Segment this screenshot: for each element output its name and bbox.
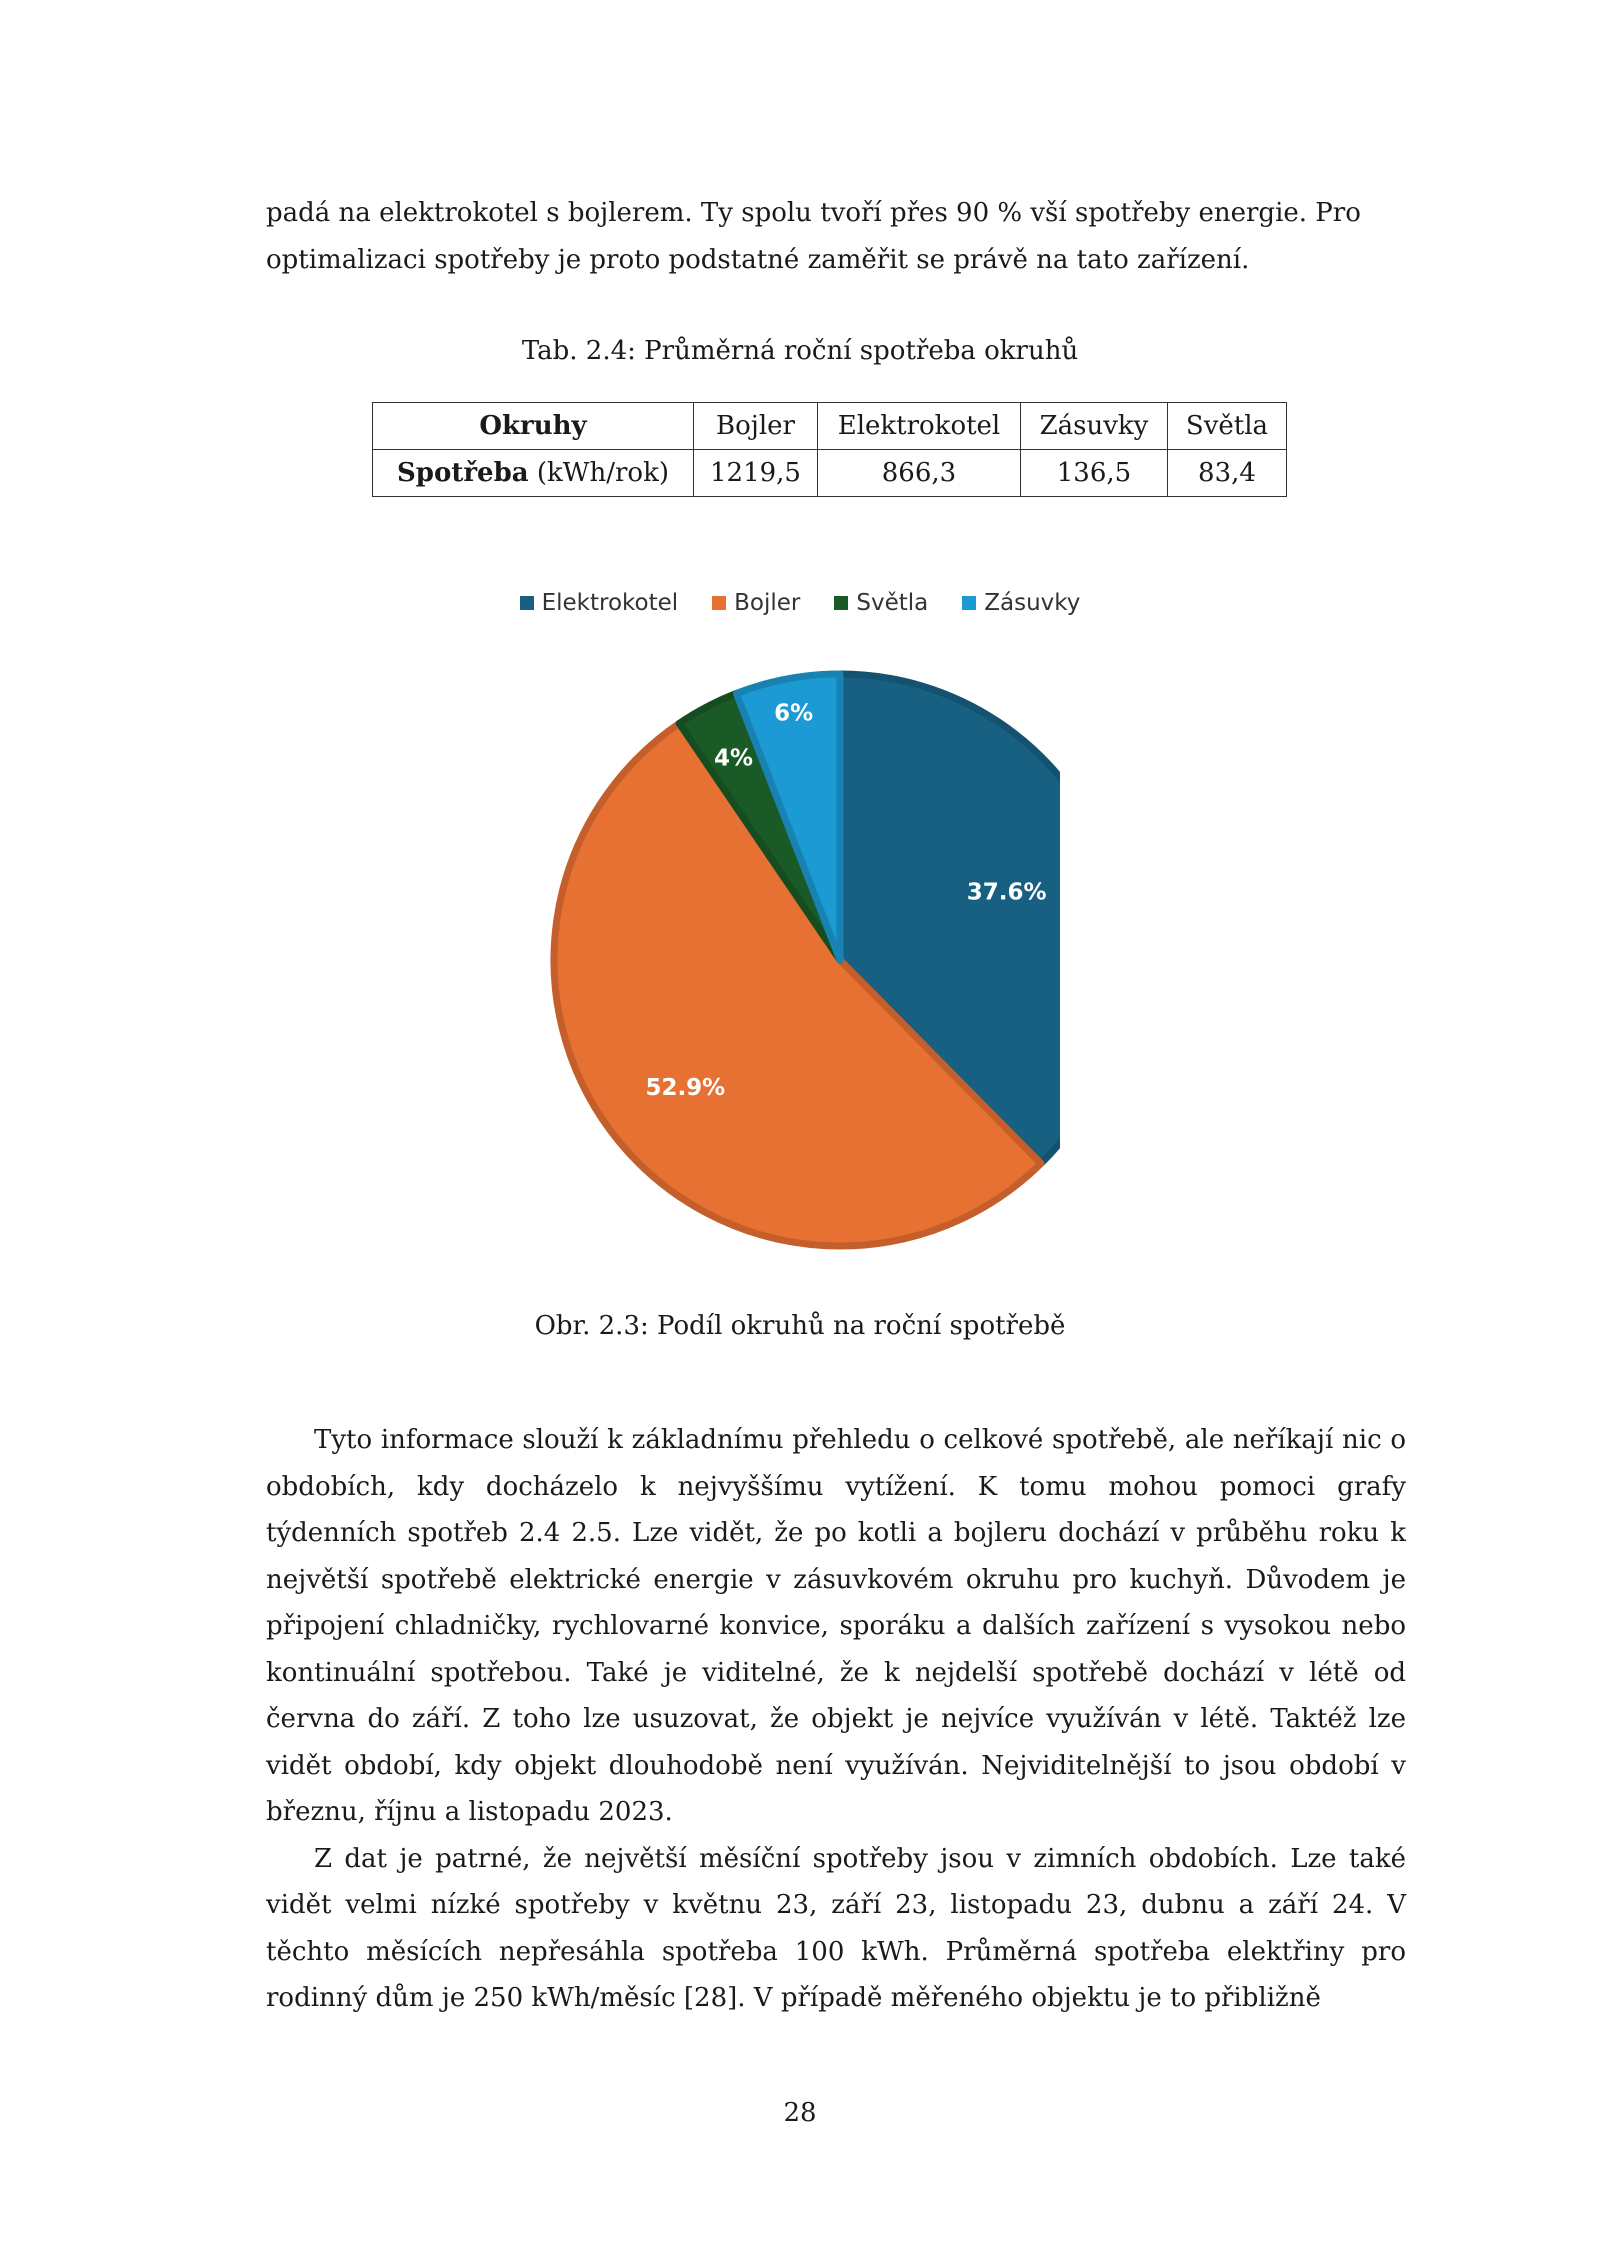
table-header-cell: Elektrokotel bbox=[817, 403, 1020, 450]
pie-slice-label: 37.6% bbox=[966, 879, 1047, 906]
page-number: 28 bbox=[783, 2098, 817, 2128]
pie-slice-label: 6% bbox=[774, 700, 814, 727]
chart-legend bbox=[0, 590, 1600, 616]
table-cell: 866,3 bbox=[817, 450, 1020, 497]
table-header-cell: Světla bbox=[1167, 403, 1286, 450]
table-header-cell: Bojler bbox=[694, 403, 818, 450]
table-cell: 1219,5 bbox=[694, 450, 818, 497]
figure-caption: Obr. 2.3: Podíl okruhů na roční spotřebě bbox=[534, 1311, 1066, 1341]
legend-item bbox=[962, 590, 1080, 616]
table-caption: Tab. 2.4: Průměrná roční spotřeba okruhů bbox=[521, 336, 1079, 366]
legend-swatch bbox=[712, 596, 726, 610]
body-paragraph-2: Z dat je patrné, že největší měsíční spotřeby jsou v zimních obdobích. Lze také vidět velmi nízké spotřeby v květnu 23, září 23, listopadu 23, dubnu a září 24. V těchto měsících nepřesáhla spotřeba 100 kWh. Průměrná spotřeba elektřiny pro rodinný dům je 250 kWh/měsíc [28]. V případě měřeného objektu je to přibližně bbox=[266, 1843, 1406, 2013]
table-header-label: Okruhy bbox=[373, 403, 694, 450]
table-cell: 83,4 bbox=[1167, 450, 1286, 497]
pie-chart bbox=[540, 655, 1060, 1255]
intro-line-1: padá na elektrokotel s bojlerem. Ty spolu tvoří přes 90 % vší spotřeby energie. Pro bbox=[266, 198, 1361, 228]
row-label-bold: Spotřeba bbox=[397, 458, 529, 488]
consumption-table bbox=[372, 402, 1287, 497]
legend-item bbox=[520, 590, 679, 616]
legend-swatch bbox=[834, 596, 848, 610]
pie-slice-label: 4% bbox=[714, 745, 754, 772]
row-label-unit: (kWh/rok) bbox=[536, 458, 669, 488]
legend-label: Zásuvky bbox=[984, 590, 1081, 616]
legend-label: Světla bbox=[856, 590, 929, 616]
intro-paragraph bbox=[266, 190, 1406, 283]
body-paragraph-1: Tyto informace slouží k základnímu přehledu o celkové spotřebě, ale neříkají nic o obdobích, kdy docházelo k nejvyššímu vytížení. K tomu mohou pomoci grafy týdenních spotřeb 2.4 2.5. Lze vidět, že po kotli a bojleru dochází v průběhu roku k největší spotřebě elektrické energie v zásuvkovém okruhu pro kuchyň. Důvodem je připojení chladničky, rychlovarné konvice, sporáku a dalších zařízení s vysokou nebo kontinuální spotřebou. Také je viditelné, že k nejdelší spotřebě dochází v létě od června do září. Z toho lze usuzovat, že objekt je nejvíce využíván v létě. Taktéž lze vidět období, kdy objekt dlouhodobě není využíván. Nejviditelnější to jsou období v březnu, říjnu a listopadu 2023. bbox=[266, 1425, 1406, 1827]
legend-item bbox=[712, 590, 800, 616]
table-header-cell: Zásuvky bbox=[1020, 403, 1167, 450]
legend-item bbox=[834, 590, 928, 616]
table-cell: 136,5 bbox=[1020, 450, 1167, 497]
body-text bbox=[266, 1417, 1406, 2022]
pie-slice-label: 52.9% bbox=[645, 1075, 726, 1102]
table-row-label bbox=[373, 450, 694, 497]
table-header-row bbox=[373, 403, 1287, 450]
legend-label: Bojler bbox=[734, 590, 801, 616]
legend-swatch bbox=[962, 596, 976, 610]
legend-swatch bbox=[520, 596, 534, 610]
intro-line-2: optimalizaci spotřeby je proto podstatné zaměřit se právě na tato zařízení. bbox=[266, 244, 1250, 275]
legend-label: Elektrokotel bbox=[541, 590, 679, 616]
table-row bbox=[373, 450, 1287, 497]
